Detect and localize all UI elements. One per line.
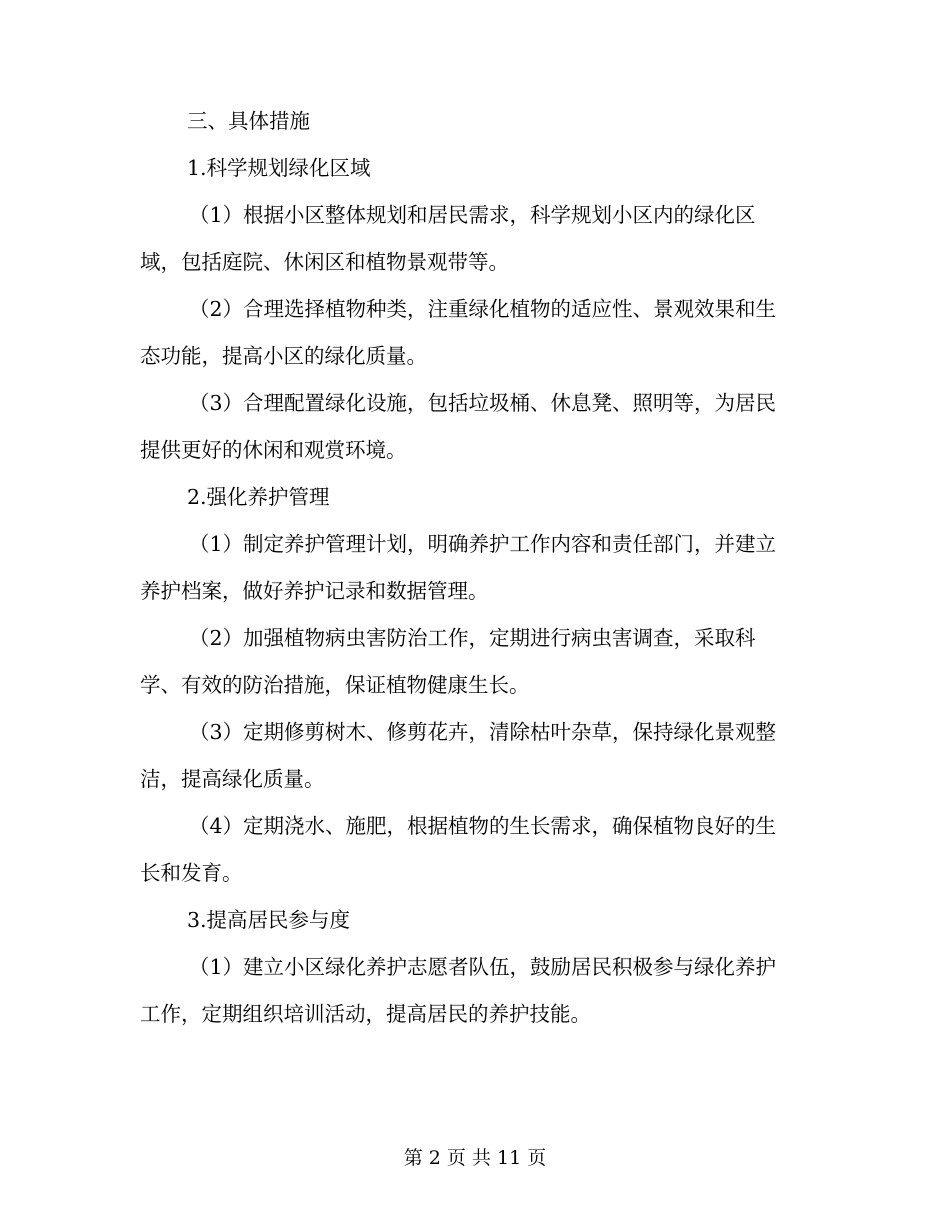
subsection-heading-1: 1.科学规划绿化区域: [187, 156, 371, 180]
paragraph-line: （2）加强植物病虫害防治工作，定期进行病虫害调查，采取科: [189, 626, 756, 650]
paragraph-line: 工作，定期组织培训活动，提高居民的养护技能。: [140, 1002, 591, 1026]
paragraph-line: 洁，提高绿化质量。: [140, 767, 325, 791]
paragraph-line: 提供更好的休闲和观赏环境。: [140, 438, 407, 462]
paragraph-line: （1）建立小区绿化养护志愿者队伍，鼓励居民积极参与绿化养护: [189, 955, 777, 979]
paragraph-line: （2）合理选择植物种类，注重绿化植物的适应性、景观效果和生: [189, 297, 777, 321]
paragraph-line: 态功能，提高小区的绿化质量。: [140, 344, 427, 368]
paragraph-line: （3）定期修剪树木、修剪花卉，清除枯叶杂草，保持绿化景观整: [189, 720, 777, 744]
paragraph-line: 域，包括庭院、休闲区和植物景观带等。: [140, 250, 509, 274]
paragraph-line: （1）制定养护管理计划，明确养护工作内容和责任部门，并建立: [189, 532, 777, 556]
subsection-heading-2: 2.强化养护管理: [187, 485, 330, 509]
paragraph-line: 长和发育。: [140, 861, 243, 885]
document-body: [140, 98, 810, 1038]
section-heading: 三、具体措施: [187, 109, 310, 133]
paragraph-line: （3）合理配置绿化设施，包括垃圾桶、休息凳、照明等，为居民: [189, 391, 777, 415]
page-number-footer: 第 2 页 共 11 页: [403, 1147, 547, 1169]
paragraph-line: （1）根据小区整体规划和居民需求，科学规划小区内的绿化区: [189, 203, 756, 227]
subsection-heading-3: 3.提高居民参与度: [187, 908, 351, 932]
paragraph-line: 学、有效的防治措施，保证植物健康生长。: [140, 673, 530, 697]
paragraph-line: 养护档案，做好养护记录和数据管理。: [140, 579, 489, 603]
paragraph-line: （4）定期浇水、施肥，根据植物的生长需求，确保植物良好的生: [189, 814, 777, 838]
